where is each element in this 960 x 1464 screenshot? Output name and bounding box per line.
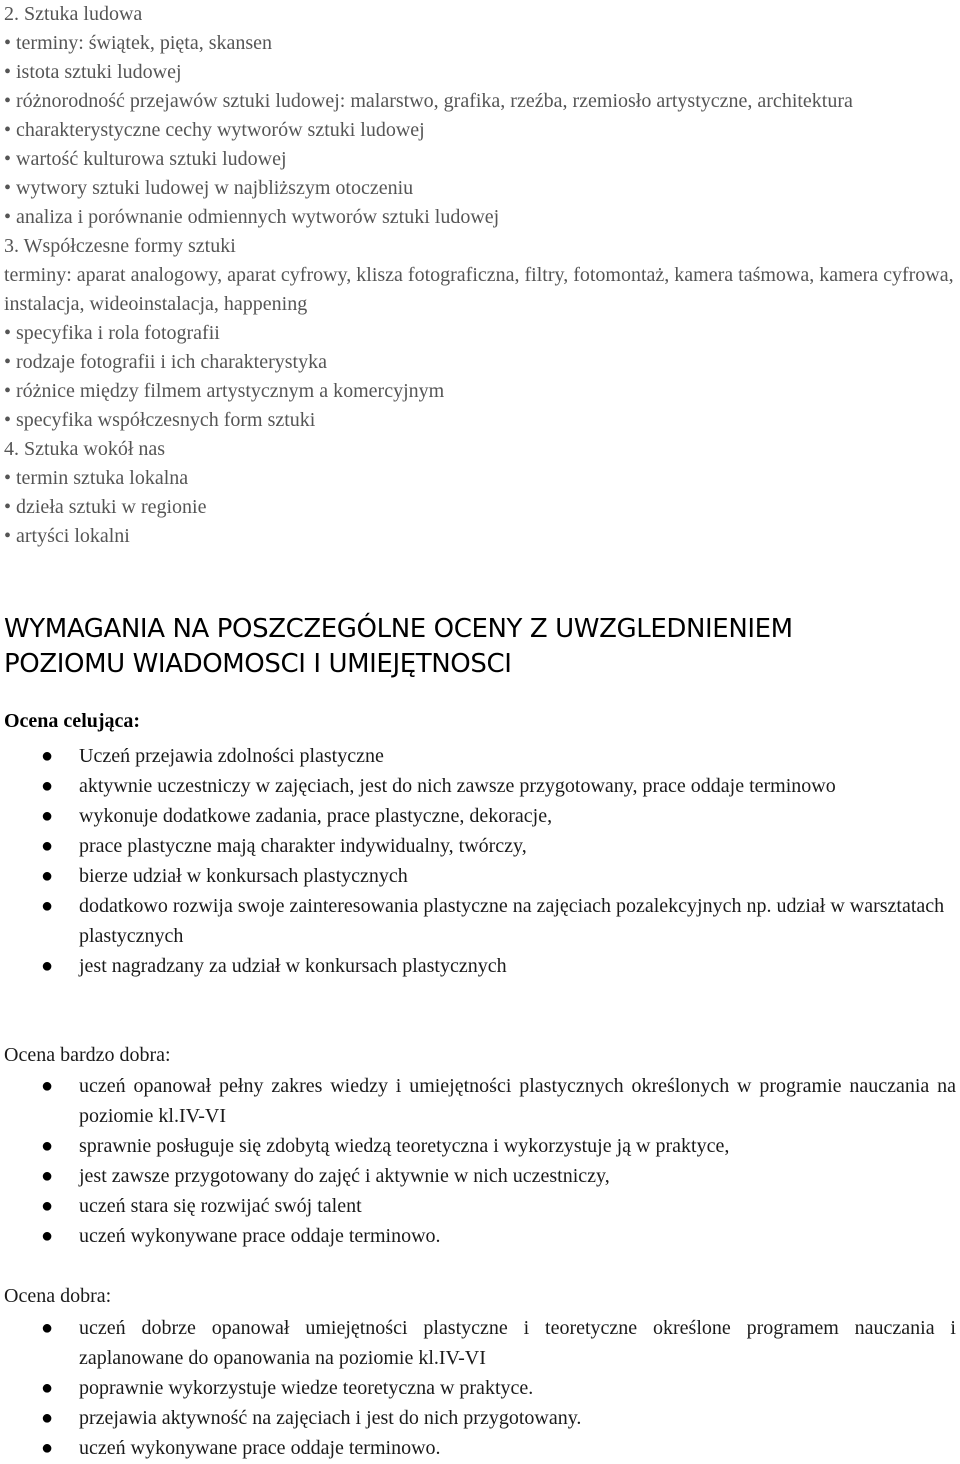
bullet-icon: ● — [41, 775, 54, 797]
grade-list-celujaca — [0, 741, 960, 981]
grade-list-bardzo-dobra — [0, 1071, 960, 1251]
section-3-terms: terminy: aparat analogowy, aparat cyfrowy, klisza fotograficzna, filtry, fotomontaż, kamera taśmowa, kamera cyfrowa, instalacja, wideoinstalacja, happening — [4, 264, 954, 315]
list-item: ● aktywnie uczestniczy w zajęciach, jest do nich zawsze przygotowany, prace oddaje terminowo — [0, 771, 960, 801]
grade-title-bardzo-dobra: Ocena bardzo dobra: — [4, 1044, 171, 1066]
list-item: ● uczeń stara się rozwijać swój talent — [0, 1191, 960, 1221]
bullet-icon: ● — [41, 1317, 54, 1339]
section-4-title: 4. Sztuka wokół nas — [4, 438, 166, 460]
bullet-icon: ● — [41, 835, 54, 857]
list-item: ● jest nagradzany za udział w konkursach plastycznych — [0, 951, 960, 981]
section-3-item: • różnice między filmem artystycznym a komercyjnym — [4, 380, 445, 402]
bullet-icon: ● — [41, 1135, 54, 1157]
bullet-icon: ● — [41, 1195, 54, 1217]
list-item: ● bierze udział w konkursach plastycznych — [0, 861, 960, 891]
bullet-icon: ● — [41, 1165, 54, 1187]
bullet-icon: ● — [41, 1437, 54, 1459]
list-item: ● przejawia aktywność na zajęciach i jest do nich przygotowany. — [0, 1403, 960, 1433]
list-item: ● poprawnie wykorzystuje wiedze teoretyczna w praktyce. — [0, 1373, 960, 1403]
list-item: ● uczeń opanował pełny zakres wiedzy i umiejętności plastycznych określonych w programie nauczania na poziomie kl.IV-VI — [0, 1071, 960, 1131]
list-item: ● dodatkowo rozwija swoje zainteresowania plastyczne na zajęciach pozalekcyjnych np. udział w warsztatach plastycznych — [0, 891, 960, 951]
section-2-item: • analiza i porównanie odmiennych wytworów sztuki ludowej — [4, 206, 500, 228]
bullet-icon: ● — [41, 805, 54, 827]
requirements-heading-line: WYMAGANIA NA POSZCZEGÓLNE OCENY Z UWZGLEDNIENIEM — [4, 614, 793, 644]
curriculum-sections — [4, 0, 956, 551]
section-3-item: • specyfika współczesnych form sztuki — [4, 409, 316, 431]
section-2-item: • różnorodność przejawów sztuki ludowej: malarstwo, grafika, rzeźba, rzemiosło artystyczne, architektura — [4, 90, 853, 112]
section-2-item: • terminy: świątek, pięta, skansen — [4, 32, 273, 54]
list-item: ● uczeń wykonywane prace oddaje terminowo. — [0, 1221, 960, 1251]
bullet-icon: ● — [41, 745, 54, 767]
requirements-heading — [4, 612, 956, 682]
grade-title-celujaca: Ocena celująca: — [4, 710, 141, 732]
section-3-item: • specyfika i rola fotografii — [4, 322, 220, 344]
list-item: ● prace plastyczne mają charakter indywidualny, twórczy, — [0, 831, 960, 861]
section-4-item: • termin sztuka lokalna — [4, 467, 189, 489]
section-3-item: • rodzaje fotografii i ich charakterystyka — [4, 351, 327, 373]
section-2-title: 2. Sztuka ludowa — [4, 3, 143, 25]
bullet-icon: ● — [41, 1075, 54, 1097]
section-2-item: • charakterystyczne cechy wytworów sztuki ludowej — [4, 119, 425, 141]
grade-list-dobra — [0, 1313, 960, 1463]
bullet-icon: ● — [41, 955, 54, 977]
list-item: ● uczeń dobrze opanował umiejętności plastyczne i teoretyczne określone programem nauczania i zaplanowane do opanowania na poziomie kl.IV-VI — [0, 1313, 960, 1373]
section-2-item: • wartość kulturowa sztuki ludowej — [4, 148, 287, 170]
list-item: ● sprawnie posługuje się zdobytą wiedzą teoretyczna i wykorzystuje ją w praktyce, — [0, 1131, 960, 1161]
section-3-title: 3. Współczesne formy sztuki — [4, 235, 236, 257]
list-item: ● Uczeń przejawia zdolności plastyczne — [0, 741, 960, 771]
bullet-icon: ● — [41, 1225, 54, 1247]
section-4-item: • dzieła sztuki w regionie — [4, 496, 207, 518]
bullet-icon: ● — [41, 1407, 54, 1429]
grade-title-dobra: Ocena dobra: — [4, 1285, 112, 1307]
list-item: ● wykonuje dodatkowe zadania, prace plastyczne, dekoracje, — [0, 801, 960, 831]
section-2-item: • wytwory sztuki ludowej w najbliższym otoczeniu — [4, 177, 414, 199]
section-4-item: • artyści lokalni — [4, 525, 130, 547]
list-item: ● uczeń wykonywane prace oddaje terminowo. — [0, 1433, 960, 1463]
list-item: ● jest zawsze przygotowany do zajęć i aktywnie w nich uczestniczy, — [0, 1161, 960, 1191]
section-2-item: • istota sztuki ludowej — [4, 61, 182, 83]
bullet-icon: ● — [41, 895, 54, 917]
bullet-icon: ● — [41, 1377, 54, 1399]
bullet-icon: ● — [41, 865, 54, 887]
requirements-heading-line: POZIOMU WIADOMOSCI I UMIEJĘTNOSCI — [4, 649, 512, 679]
